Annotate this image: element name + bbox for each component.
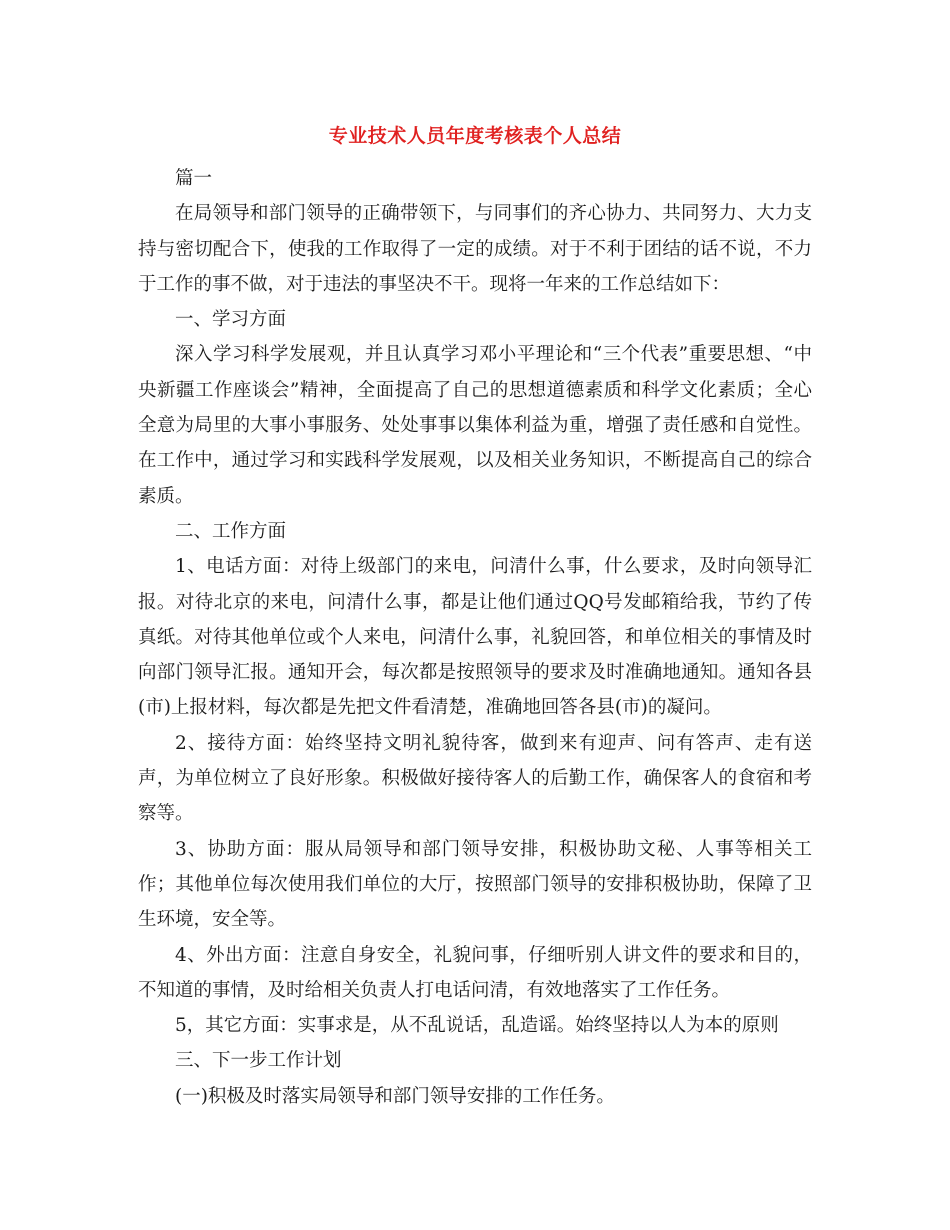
paragraph-plan-1: (一)积极及时落实局领导和部门领导安排的工作任务。	[175, 1085, 615, 1107]
paragraph-intro: 在局领导和部门领导的正确带领下，与同事们的齐心协力、共同努力、大力支持与密切配合下，使我的工作取得了一定的成绩。对于不利于团结的话不说，不力于工作的事不做，对于违法的事坚决不干。现将一年来的工作总结如下：	[138, 203, 812, 295]
heading-study: 一、学习方面	[175, 309, 287, 331]
paragraph-phone: 1、电话方面：对待上级部门的来电，问清什么事，什么要求，及时向领导汇报。对待北京的来电，问清什么事，都是让他们通过QQ号发邮箱给我，节约了传真纸。对待其他单位或个人来电，问清什么事，礼貌回答，和单位相关的事情及时向部门领导汇报。通知开会，每次都是按照领导的要求及时准确地通知。通知各县(市)上报材料，每次都是先把文件看清楚，准确地回答各县(市)的凝问。	[138, 556, 812, 719]
paragraph-other: 5，其它方面：实事求是，从不乱说话，乱造谣。始终坚持以人为本的原则	[175, 1015, 779, 1037]
paragraph-outing: 4、外出方面：注意自身安全，礼貌问事，仔细听别人讲文件的要求和目的，不知道的事情，及时给相关负责人打电话问清，有效地落实了工作任务。	[138, 944, 812, 1001]
section-label: 篇一	[175, 168, 213, 189]
heading-work: 二、工作方面	[175, 520, 287, 542]
paragraph-assist: 3、协助方面：服从局领导和部门领导安排，积极协助文秘、人事等相关工作；其他单位每次使用我们单位的大厅，按照部门领导的安排积极协助，保障了卫生环境，安全等。	[138, 838, 812, 931]
paragraph-study: 深入学习科学发展观，并且认真学习邓小平理论和“三个代表”重要思想、“中央新疆工作座谈会”精神，全面提高了自己的思想道德素质和科学文化素质；全心全意为局里的大事小事服务、处处事事以集体利益为重，增强了责任感和自觉性。在工作中，通过学习和实践科学发展观，以及相关业务知识，不断提高自己的综合素质。	[138, 344, 812, 507]
paragraph-reception: 2、接待方面：始终坚持文明礼貌待客，做到来有迎声、问有答声、走有送声，为单位树立了良好形象。积极做好接待客人的后勤工作，确保客人的食宿和考察等。	[138, 732, 812, 825]
document-title: 专业技术人员年度考核表个人总结	[328, 125, 622, 147]
document-body	[138, 161, 812, 1114]
heading-plan: 三、下一步工作计划	[175, 1050, 342, 1072]
